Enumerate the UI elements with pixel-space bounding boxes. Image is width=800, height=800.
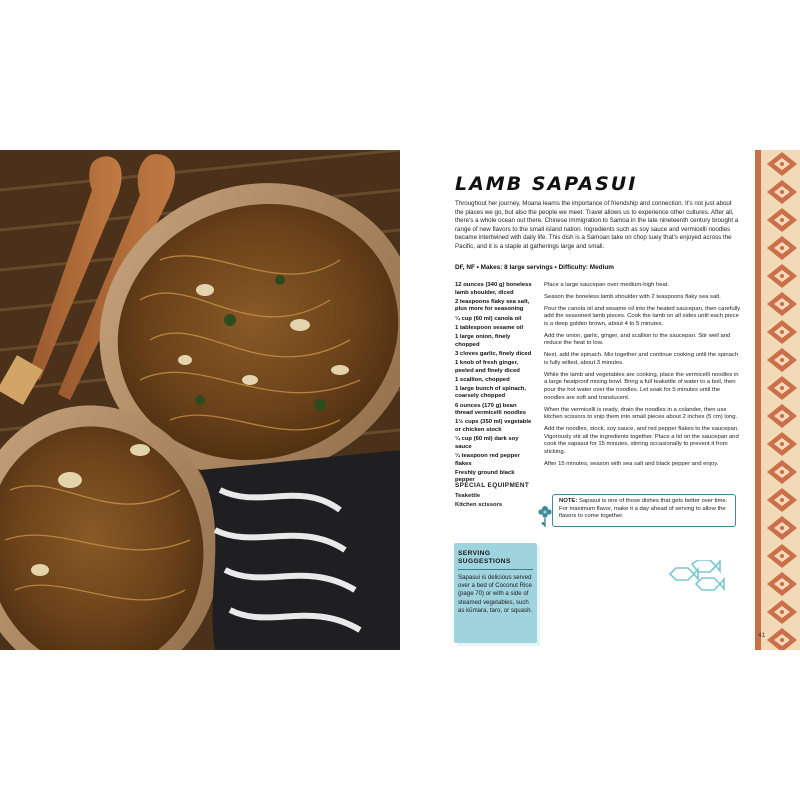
equipment-item: Kitchen scissors <box>455 502 503 508</box>
tapa-pattern-strip <box>755 150 800 650</box>
ingredient-item: 1 tablespoon sesame oil <box>455 324 524 331</box>
equipment-item: Teakettle <box>455 493 481 499</box>
ingredient-item: ¼ cup (60 ml) dark soy sauce <box>455 436 519 450</box>
equipment-list <box>455 492 502 510</box>
ingredient-item: 1 large bunch of spinach, coarsely chopped <box>455 385 527 400</box>
patterned-cloth <box>200 450 400 650</box>
ingredient-item: ¼ teaspoon red pepper flakes <box>455 453 520 467</box>
ingredient-item: Freshly ground black pepper <box>455 469 515 484</box>
note-box <box>552 494 736 527</box>
ingredient-item: 3 cloves garlic, finely diced <box>455 350 532 357</box>
method-step: Add the noodles, stock, soy sauce, and red pepper flakes to the saucepan. Vigorously stir all the ingredients together. Place a lid on the saucepan and cook the sapasui for 15 minutes, stirring occasionally to prevent it from sticking. <box>544 425 739 455</box>
note-label: NOTE: <box>559 498 578 504</box>
method-step: When the vermicelli is ready, drain the noodles in a colander, then use kitchen scissors to snip them into small pieces about 2 inches (5 cm) long. <box>544 406 738 421</box>
recipe-meta: DF, NF • Makes: 8 large servings • Difficulty: Medium <box>455 264 614 271</box>
method-step: Season the boneless lamb shoulder with 2 teaspoons flaky sea salt. <box>544 293 721 300</box>
ingredient-item: 6 ounces (170 g) bean thread vermicelli noodles <box>455 402 527 417</box>
recipe-title: LAMB SAPASUI <box>455 173 638 195</box>
method-step: After 15 minutes, season with sea salt and black pepper and enjoy. <box>544 460 719 467</box>
note-text: Sapasui is one of those dishes that gets better over time. For maximum flavor, make it a day ahead of serving to allow the flavors to come together. <box>559 498 728 520</box>
ingredient-list <box>455 282 535 487</box>
method-step: Add the onion, garlic, ginger, and scallion to the saucepan. Stir well and reduce the heat to low. <box>544 332 731 347</box>
ingredient-item: 1½ cups (350 ml) vegetable or chicken stock <box>455 419 532 434</box>
food-photo-illustration <box>0 150 400 650</box>
recipe-photo <box>0 150 400 650</box>
equipment-heading: SPECIAL EQUIPMENT <box>455 482 530 489</box>
ingredient-item: 2 teaspoons flaky sea salt, plus more for seasoning <box>455 298 530 313</box>
ingredient-item: 12 ounces (340 g) boneless lamb shoulder, diced <box>455 282 532 296</box>
serving-suggestions-box <box>454 543 537 643</box>
ingredient-item: 1 knob of fresh ginger, peeled and finely diced <box>455 359 520 374</box>
method-step: Next, add the spinach. Mix together and continue cooking until the spinach is fully wilted, about 3 minutes. <box>544 352 739 366</box>
serving-divider <box>458 569 533 570</box>
recipe-intro: Throughout her journey, Moana learns the importance of friendship and connection. It's not just about the places we go, but also the people we meet. Travel allows us to experience other cultures. After all, there's a whole ocean out there. Chinese immigration to Samoa in the late nineteenth century brought a range of new flavors to the small island nation. Ingredients such as soy sauce and vermicelli noodles became intertwined with daily life. This dish is a Samoan take on chop suey that's enjoyed across the Pacific, and it is a staple at gatherings large and small. <box>455 200 739 250</box>
ingredient-item: ¼ cup (60 ml) canola oil <box>455 315 522 322</box>
method-step: Pour the canola oil and sesame oil into the heated saucepan, then carefully add the seasoned lamb pieces. Cook the lamb on all sides until each piece is a deep golden brown, about 4 to 5 minutes. <box>544 305 741 327</box>
fish-decoration-icon <box>668 560 728 596</box>
serving-text: Sapasui is delicious served over a bed of Coconut Rice (page 70) or with a side of steamed vegetables, such as kūmara, taro, or squash. <box>458 574 533 614</box>
page-number: 41 <box>758 632 766 639</box>
method-steps <box>544 282 742 473</box>
note-flower-icon <box>538 503 552 529</box>
ingredient-item: 1 large onion, finely chopped <box>455 333 511 348</box>
ingredient-item: 1 scallion, chopped <box>455 376 510 383</box>
serving-heading: SERVING SUGGESTIONS <box>458 550 511 565</box>
method-step: Place a large saucepan over medium-high heat. <box>544 282 670 288</box>
method-step: While the lamb and vegetables are cooking, place the vermicelli noodles in a large heatproof mixing bowl. Bring a full teakettle of water to a boil, then pour the hot water over the noodles. Let soak for 5 minutes until the noodles are soft and translucent. <box>544 371 739 401</box>
